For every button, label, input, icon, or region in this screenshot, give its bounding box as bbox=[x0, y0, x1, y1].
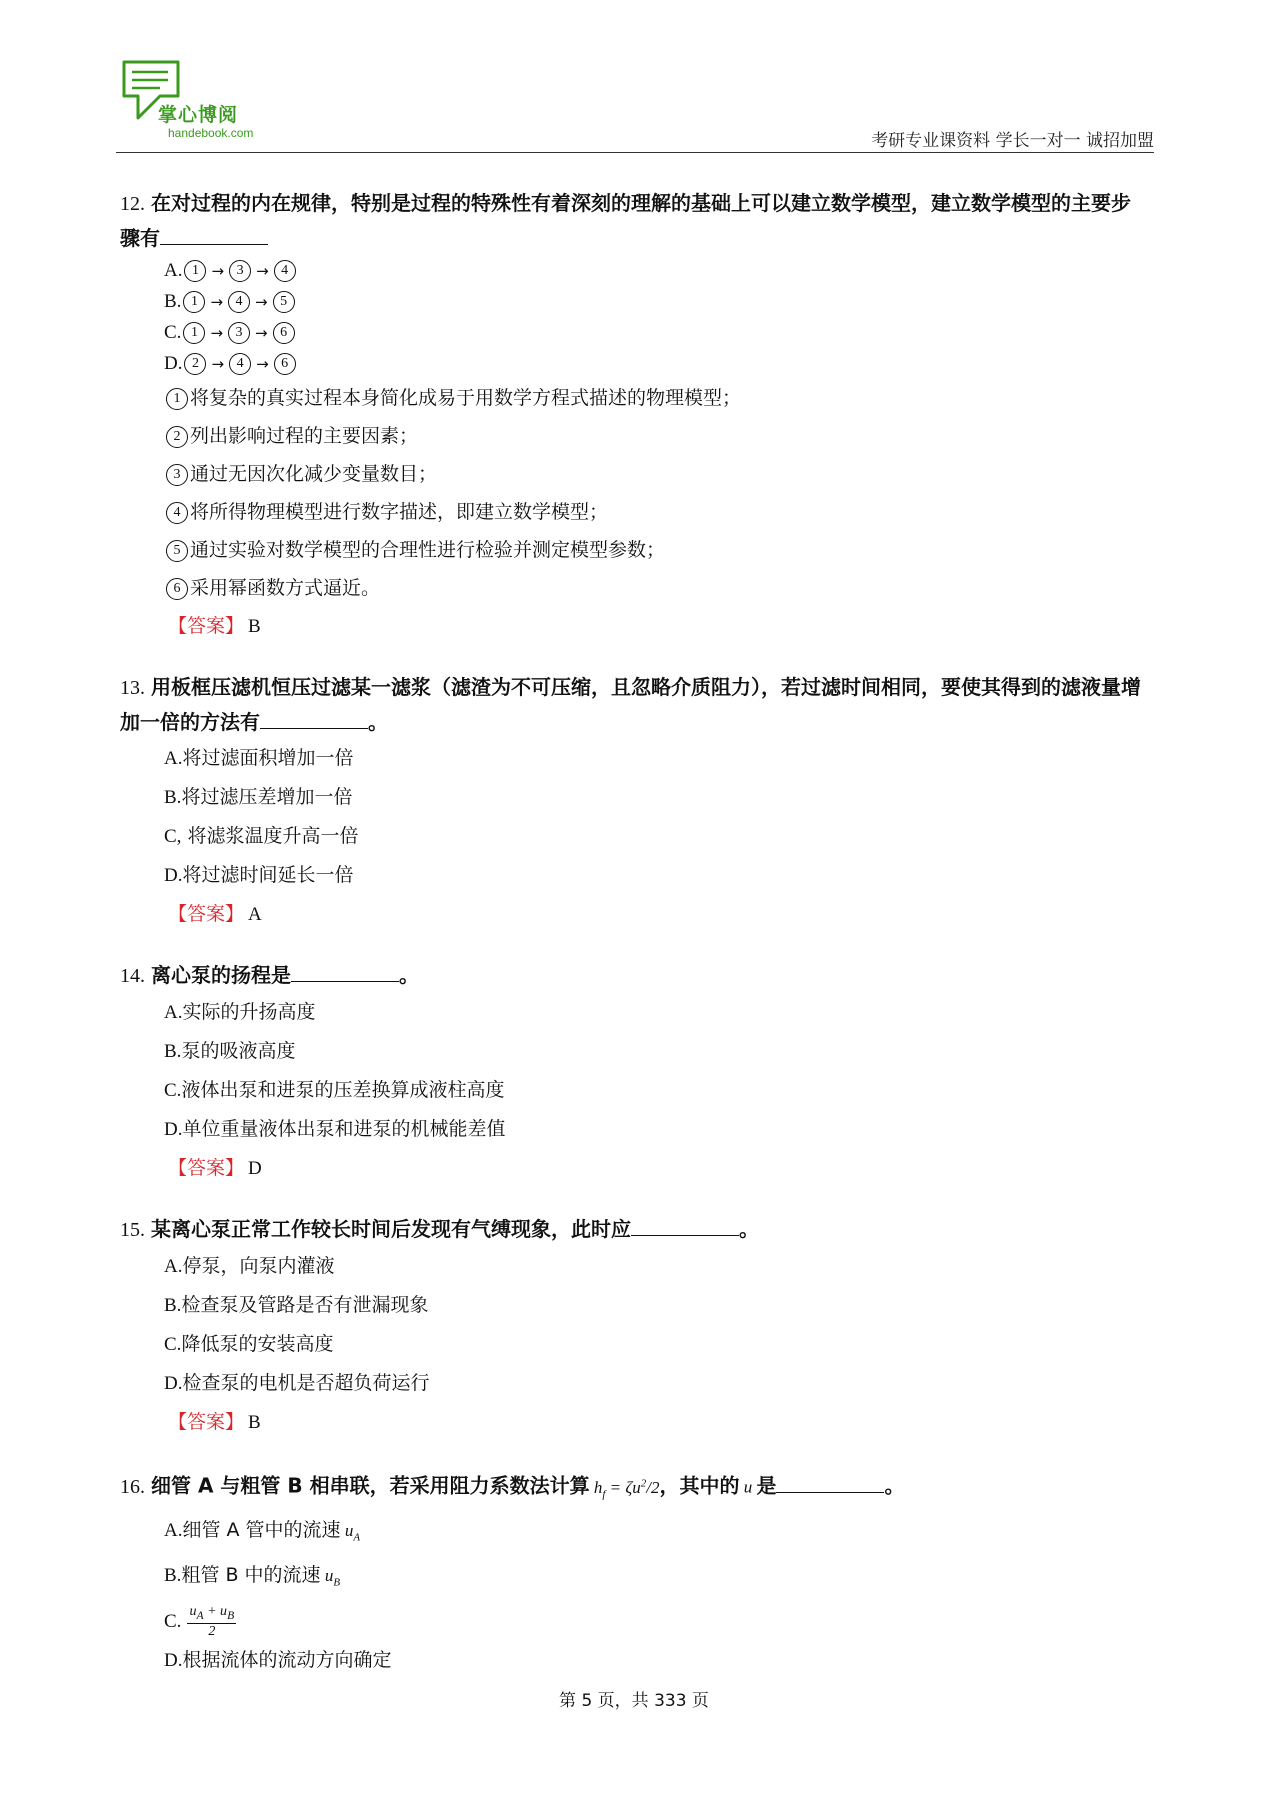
step-item: 4 将所得物理模型进行数字描述，即建立数学模型； bbox=[164, 493, 1150, 531]
option-c: C. $\frac{u_A + u_B}{2}$ bbox=[164, 1603, 235, 1639]
option-b: B.检查泵及管路是否有泄漏现象 bbox=[164, 1294, 429, 1316]
option-d: D.检查泵的电机是否超负荷运行 bbox=[164, 1372, 430, 1394]
answer-blank bbox=[260, 710, 368, 729]
step-item: 3 通过无因次化减少变量数目； bbox=[164, 455, 1150, 493]
option-a: A.细管 A 管中的流速 $u_A$ bbox=[164, 1519, 361, 1544]
option-b: B.粗管 B 中的流速 $u_B$ bbox=[164, 1564, 341, 1589]
question-14 bbox=[120, 958, 1150, 1188]
option-a: A.实际的升扬高度 bbox=[164, 1001, 316, 1023]
question-15 bbox=[120, 1212, 1150, 1442]
answer-blank bbox=[160, 226, 268, 245]
question-list bbox=[120, 186, 1150, 1680]
page-footer: 第 5 页，共 333 页 bbox=[559, 1691, 709, 1711]
option-a: A. 1 → 3 → 4 bbox=[164, 255, 1150, 286]
option-b: B. 1 → 4 → 5 bbox=[164, 286, 1150, 317]
question-12 bbox=[120, 186, 1150, 646]
option-c: C. 1 → 3 → 6 bbox=[164, 317, 1150, 348]
question-stem: 13. 用板框压滤机恒压过滤某一滤浆（滤渣为不可压缩，且忽略介质阻力），若过滤时间相同，要使其得到的滤液量增加一倍的方法有 。 bbox=[120, 675, 1141, 734]
answer-line: 【答案】 D bbox=[168, 1157, 262, 1179]
header-divider bbox=[116, 152, 1154, 153]
page-header bbox=[116, 56, 1154, 156]
option-d: D. 2 → 4 → 6 bbox=[164, 348, 1150, 379]
question-16 bbox=[120, 1466, 1150, 1680]
logo-text: 掌心博阅 bbox=[158, 104, 239, 126]
option-c: C.降低泵的安装高度 bbox=[164, 1333, 334, 1355]
option-d: D.将过滤时间延长一倍 bbox=[164, 864, 354, 886]
formula-u: u bbox=[739, 1477, 757, 1497]
answer-blank bbox=[631, 1217, 739, 1236]
question-stem: 12. 在对过程的内在规律，特别是过程的特殊性有着深刻的理解的基础上可以建立数学模型，建立数学模型的主要步骤有 bbox=[120, 191, 1131, 250]
question-stem: 14. 离心泵的扬程是 。 bbox=[120, 963, 419, 987]
option-b: B.泵的吸液高度 bbox=[164, 1040, 296, 1062]
option-a: A.将过滤面积增加一倍 bbox=[164, 747, 354, 769]
answer-blank bbox=[291, 963, 399, 982]
answer-line: 【答案】 B bbox=[168, 1411, 261, 1433]
question-stem: 15. 某离心泵正常工作较长时间后发现有气缚现象，此时应 。 bbox=[120, 1217, 759, 1241]
option-d: D.根据流体的流动方向确定 bbox=[164, 1648, 392, 1671]
answer-blank bbox=[776, 1474, 884, 1493]
answer-line: 【答案】 A bbox=[168, 903, 262, 925]
option-b: B.将过滤压差增加一倍 bbox=[164, 786, 353, 808]
header-tagline: 考研专业课资料 学长一对一 诚招加盟 bbox=[871, 131, 1154, 151]
step-item: 2 列出影响过程的主要因素； bbox=[164, 417, 1150, 455]
formula: $h_f = \zeta u^2/2$ bbox=[589, 1477, 660, 1501]
option-c: C, 将滤浆温度升高一倍 bbox=[164, 825, 359, 847]
logo-subtext: handebook.com bbox=[168, 126, 254, 140]
step-item: 5 通过实验对数学模型的合理性进行检验并测定模型参数； bbox=[164, 531, 1150, 569]
option-c: C.液体出泵和进泵的压差换算成液柱高度 bbox=[164, 1079, 505, 1101]
fraction: $\frac{u_A + u_B}{2}$ bbox=[189, 1603, 235, 1639]
step-item: 1 将复杂的真实过程本身简化成易于用数学方程式描述的物理模型； bbox=[164, 379, 1150, 417]
option-a: A.停泵，向泵内灌液 bbox=[164, 1255, 335, 1277]
step-item: 6 采用幂函数方式逼近。 bbox=[164, 569, 1150, 607]
option-d: D.单位重量液体出泵和进泵的机械能差值 bbox=[164, 1118, 506, 1140]
question-stem: 16. 细管 A 与粗管 B 相串联，若采用阻力系数法计算 $h_f = \zeta u^2/2$，其中的 u 是 。 bbox=[120, 1473, 905, 1501]
question-13 bbox=[120, 670, 1150, 934]
answer-line: 【答案】 B bbox=[168, 615, 261, 637]
